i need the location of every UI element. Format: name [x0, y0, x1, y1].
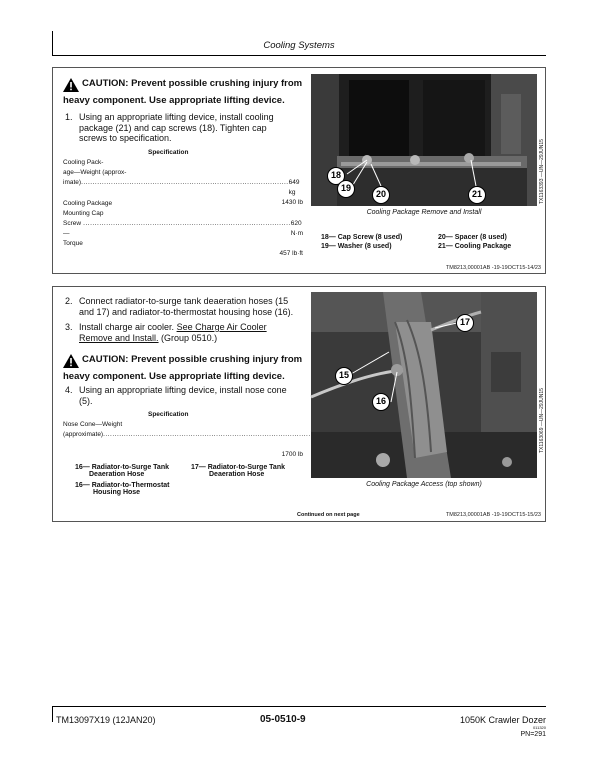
legend-18: 18— Cap Screw (8 used): [321, 234, 403, 241]
legend-20: 20— Spacer (8 used): [438, 234, 507, 241]
see-charge-air-cooler-link[interactable]: See Charge Air Cooler Remove and Install.: [79, 322, 267, 343]
step-4: 4. Using an appropriate lifting device, install nose cone (5).: [65, 385, 287, 406]
step-2: 2. Connect radiator-to-surge tank deaeration hoses (15 and 17) and radiator-to-thermostat housing hose (16).: [65, 296, 294, 317]
caution-note-2: CAUTION: Prevent possible crushing injury from heavy component. Use appropriate lifting device.: [63, 354, 303, 382]
section-title: Cooling Systems: [263, 40, 335, 51]
callout-19: 19: [337, 180, 355, 198]
image-reference-vertical-2: TX1163069 —UN—29JUN15: [539, 388, 545, 453]
legend-16-a: 16— Radiator-to-Surge Tank Deaeration Hose: [75, 464, 169, 478]
figure-caption: Cooling Package Remove and Install: [366, 209, 482, 216]
cooling-package-photo: [311, 74, 537, 206]
procedure-box-1: [52, 67, 546, 274]
procedure-box-2: [52, 286, 546, 522]
footer-rule-left: [52, 706, 53, 722]
spec-cooling-package-weight: Cooling Pack- age—Weight (approx- imate) .......................................................................................... 649 kg 1430 lb: [63, 159, 303, 206]
legend-17: 17— Radiator-to-Surge Tank Deaeration Hose: [191, 464, 285, 478]
spec-cap-screw-torque: Cooling Package Mounting Cap Screw—Torque .......................................................................................... 620 N·m 457 lb·ft: [63, 200, 303, 257]
spec-heading: Specification: [148, 149, 189, 156]
legend-16-b: 16— Radiator-to-Thermostat Housing Hose: [75, 482, 170, 496]
header-rule: [52, 55, 546, 56]
document-reference-2: TM8213,00001AB -19-19OCT15-15/23: [445, 512, 541, 518]
product-name: 1050K Crawler Dozer: [459, 715, 546, 725]
legend-19: 19— Washer (8 used): [321, 243, 392, 250]
image-reference-vertical: TX1163393 —UN—29JUN15: [539, 139, 545, 204]
step-1: 1. Using an appropriate lifting device, install cooling package (21) and cap screws (18). Tighten cap screws to specification.: [65, 112, 274, 143]
legend-21: 21— Cooling Package: [438, 243, 512, 250]
pn-number: PN=291: [520, 731, 546, 738]
page-number: 05-0510-9: [260, 714, 306, 725]
caution-note: CAUTION: Prevent possible crushing injury from heavy component. Use appropriate lifting device.: [63, 78, 303, 106]
callout-15: 15: [335, 367, 353, 385]
spec-nose-cone-weight: Nose Cone—Weight (approximate) .......................................................................................... 1700 lb: [63, 421, 311, 458]
cooling-package-access-photo: [311, 292, 537, 478]
step-3: 3. Install charge air cooler. See Charge Air Cooler Remove and Install. (Group 0510.): [65, 322, 267, 343]
figure-caption-2: Cooling Package Access (top shown): [366, 481, 482, 488]
callout-18: 18: [327, 167, 345, 185]
continued-note: Continued on next page: [297, 512, 360, 518]
footer-rule: [52, 706, 546, 707]
footer-small-date: 011320: [532, 725, 546, 730]
warning-triangle-icon: [63, 78, 79, 95]
document-reference: TM8213,00001AB -19-19OCT15-14/23: [445, 265, 541, 271]
callout-16: 16: [372, 393, 390, 411]
callout-21: 21: [468, 186, 486, 204]
spec-heading-2: Specification: [148, 411, 189, 418]
callout-17: 17: [456, 314, 474, 332]
warning-triangle-icon: [63, 354, 79, 371]
callout-20: 20: [372, 186, 390, 204]
manual-number: TM13097X19 (12JAN20): [56, 715, 156, 725]
